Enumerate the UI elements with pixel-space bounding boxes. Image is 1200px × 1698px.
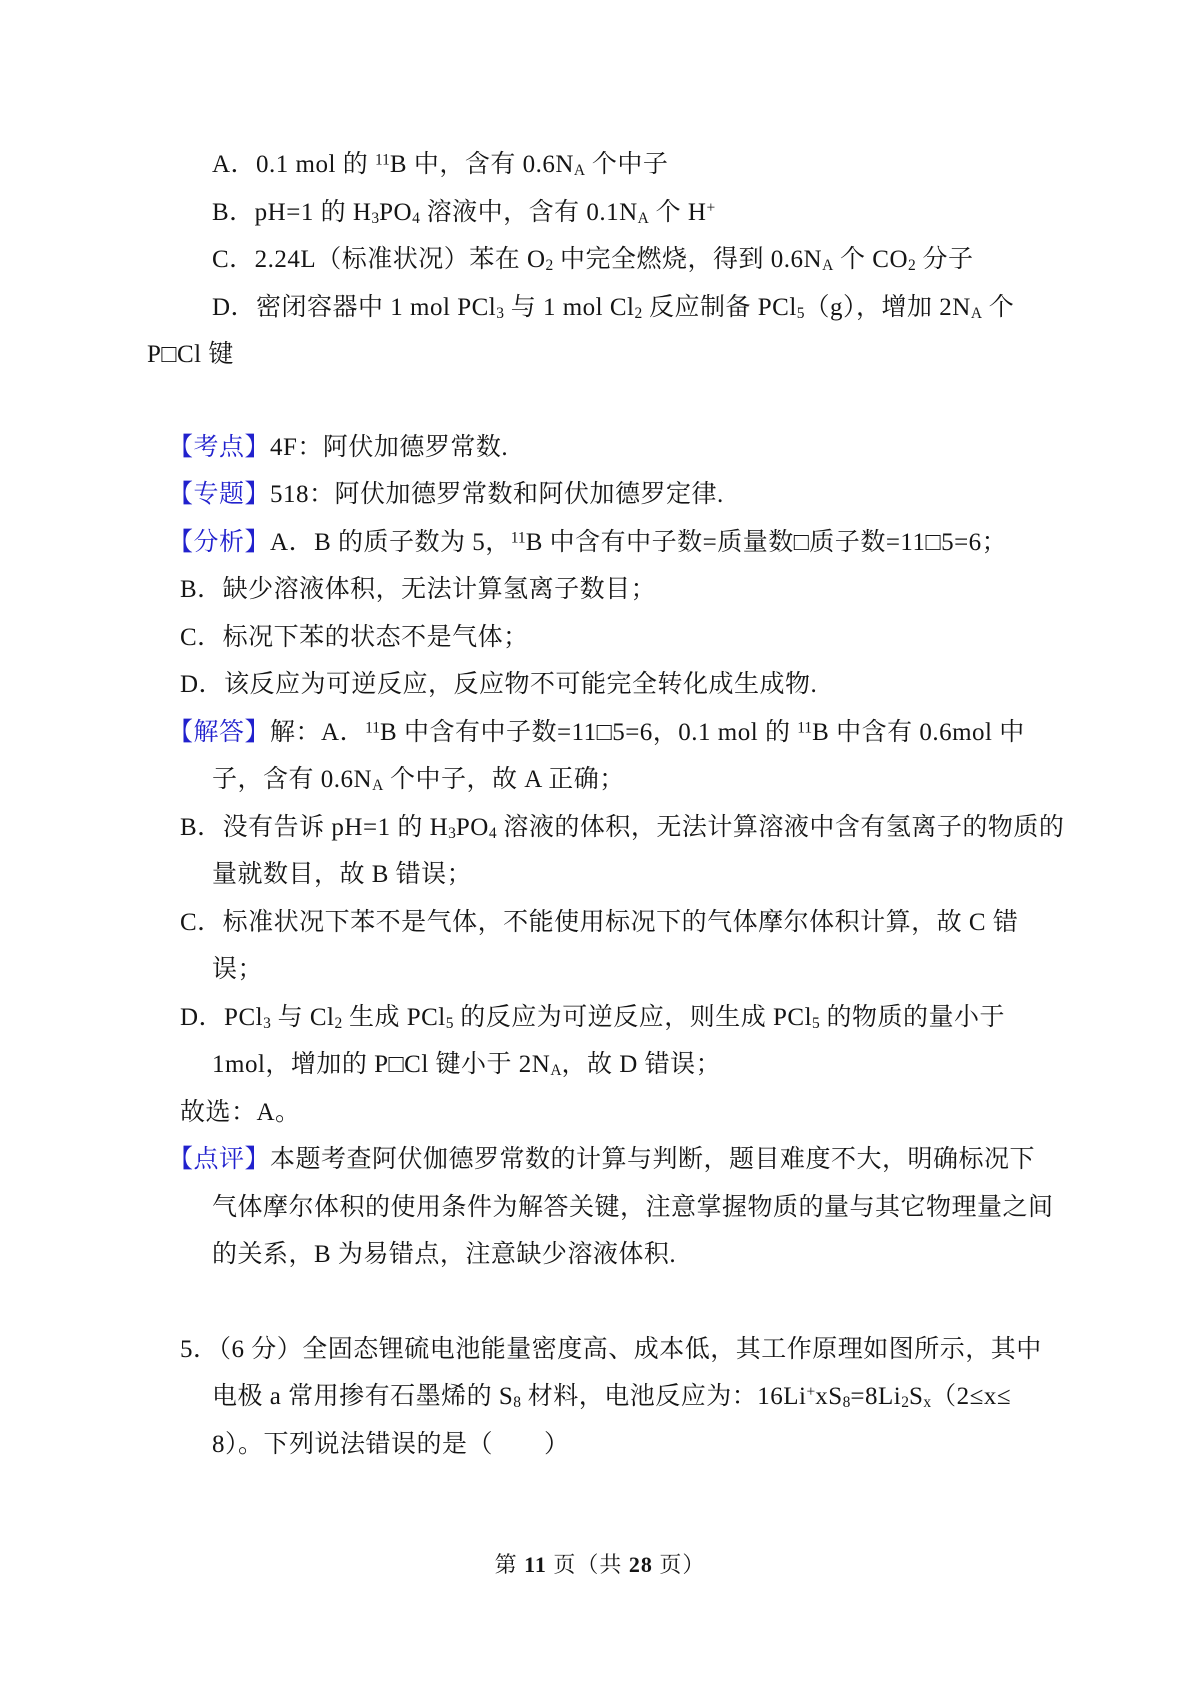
- answer-line-b: B．没有告诉 pH=1 的 $H_3PO_4$ 溶液的体积，无法计算溶液中含有氢离子的物质的: [180, 813, 1065, 842]
- analysis-label: 【分析】: [168, 528, 271, 556]
- comment-line: [0, 1136, 1200, 1184]
- answer-line-a: [0, 709, 1200, 757]
- q5-intro-cont-1: 电极 a 常用掺有石墨烯的 $S_8$ 材料，电池反应为：$16Li^+xS_8=8Li_2S_x(2\le x\le$: [212, 1383, 1012, 1411]
- analysis-line-c: C．标况下苯的状态不是气体；: [180, 623, 529, 651]
- exam-point-label: 【考点】: [168, 433, 271, 461]
- analysis-line-a: [0, 519, 1200, 567]
- answer-line-d: D．PCl$_3$ 与 $Cl_2$ 生成 PCl$_5$ 的反应为可逆反应，则生成 PCl$_5$ 的物质的量小于: [180, 1003, 1006, 1032]
- answer-conclusion: 故选：A。: [180, 1098, 301, 1126]
- answer-line-c: C．标准状况下苯不是气体，不能使用标况下的气体摩尔体积计算，故 C 错: [180, 908, 1019, 936]
- document-content: [0, 141, 1200, 1468]
- section-gap: [0, 1279, 1200, 1326]
- answer-line-c-cont: 误；: [212, 956, 264, 983]
- analysis-line-b: B．缺少溶液体积，无法计算氢离子数目；: [180, 576, 657, 603]
- answer-text-a: 解：A．$^{11}$B 中含有中子数=11□5=6，0.1 mol 的 $^{11}$B 中含有 0.6mol 中: [270, 718, 1025, 746]
- answer-line-b-cont: 量就数目，故 B 错误；: [212, 861, 473, 888]
- q4-option-b: B．pH=1 的 $H_3PO_4$ 溶液中，含有 $0.1N_A$ 个 H+: [212, 198, 716, 227]
- analysis-line-d: D．该反应为可逆反应，反应物不可能完全转化成生成物.: [180, 671, 818, 698]
- topic-line: [0, 471, 1200, 519]
- comment-line-cont-2: 的关系，B 为易错点，注意缺少溶液体积.: [212, 1241, 677, 1268]
- answer-label: 【解答】: [168, 718, 271, 746]
- analysis-text-a: A．B 的质子数为 5，$^{11}$B 中含有中子数=质量数□质子数=11□5=6；: [270, 528, 1008, 556]
- q4-option-d: D．密闭容器中 1 mol PCl$_3$ 与 1 mol $Cl_2$ 反应制备 PCl$_5$（g），增加 $2N_A$ 个: [212, 293, 1015, 322]
- comment-text: 本题考查阿伏伽德罗常数的计算与判断，题目难度不大，明确标况下: [270, 1146, 1036, 1173]
- exam-point-text: 4F：阿伏加德罗常数.: [270, 433, 509, 461]
- answer-line-a-cont: 子，含有 $0.6N_A$ 个中子，故 A 正确；: [212, 766, 625, 794]
- q4-option-c: C．2.24L（标准状况）苯在 $O_2$ 中完全燃烧，得到 $0.6N_A$ 个 $CO_2$ 分子: [212, 246, 974, 274]
- q4-option-a: A．0.1 mol 的 $^{11}$B 中，含有 $0.6N_A$ 个中子: [212, 151, 669, 179]
- page-footer: 第 11 页（共 28 页）: [494, 1552, 706, 1577]
- section-gap: [0, 379, 1200, 424]
- q4-option-d-overflow: P□Cl 键: [147, 341, 234, 368]
- topic-text: 518：阿伏加德罗常数和阿伏加德罗定律.: [270, 481, 724, 508]
- q5-intro-cont-2: 8）。下列说法错误的是（ ）: [212, 1430, 570, 1458]
- comment-label: 【点评】: [168, 1146, 271, 1173]
- q5-intro: 5．（6 分）全固态锂硫电池能量密度高、成本低，其工作原理如图所示，其中: [180, 1335, 1042, 1363]
- exam-point-line: [0, 424, 1200, 472]
- comment-line-cont-1: 气体摩尔体积的使用条件为解答关键，注意掌握物质的量与其它物理量之间: [212, 1193, 1054, 1221]
- answer-line-d-cont: 1mol，增加的 P□Cl 键小于 $2N_A$，故 D 错误；: [212, 1051, 722, 1079]
- topic-label: 【专题】: [168, 481, 271, 508]
